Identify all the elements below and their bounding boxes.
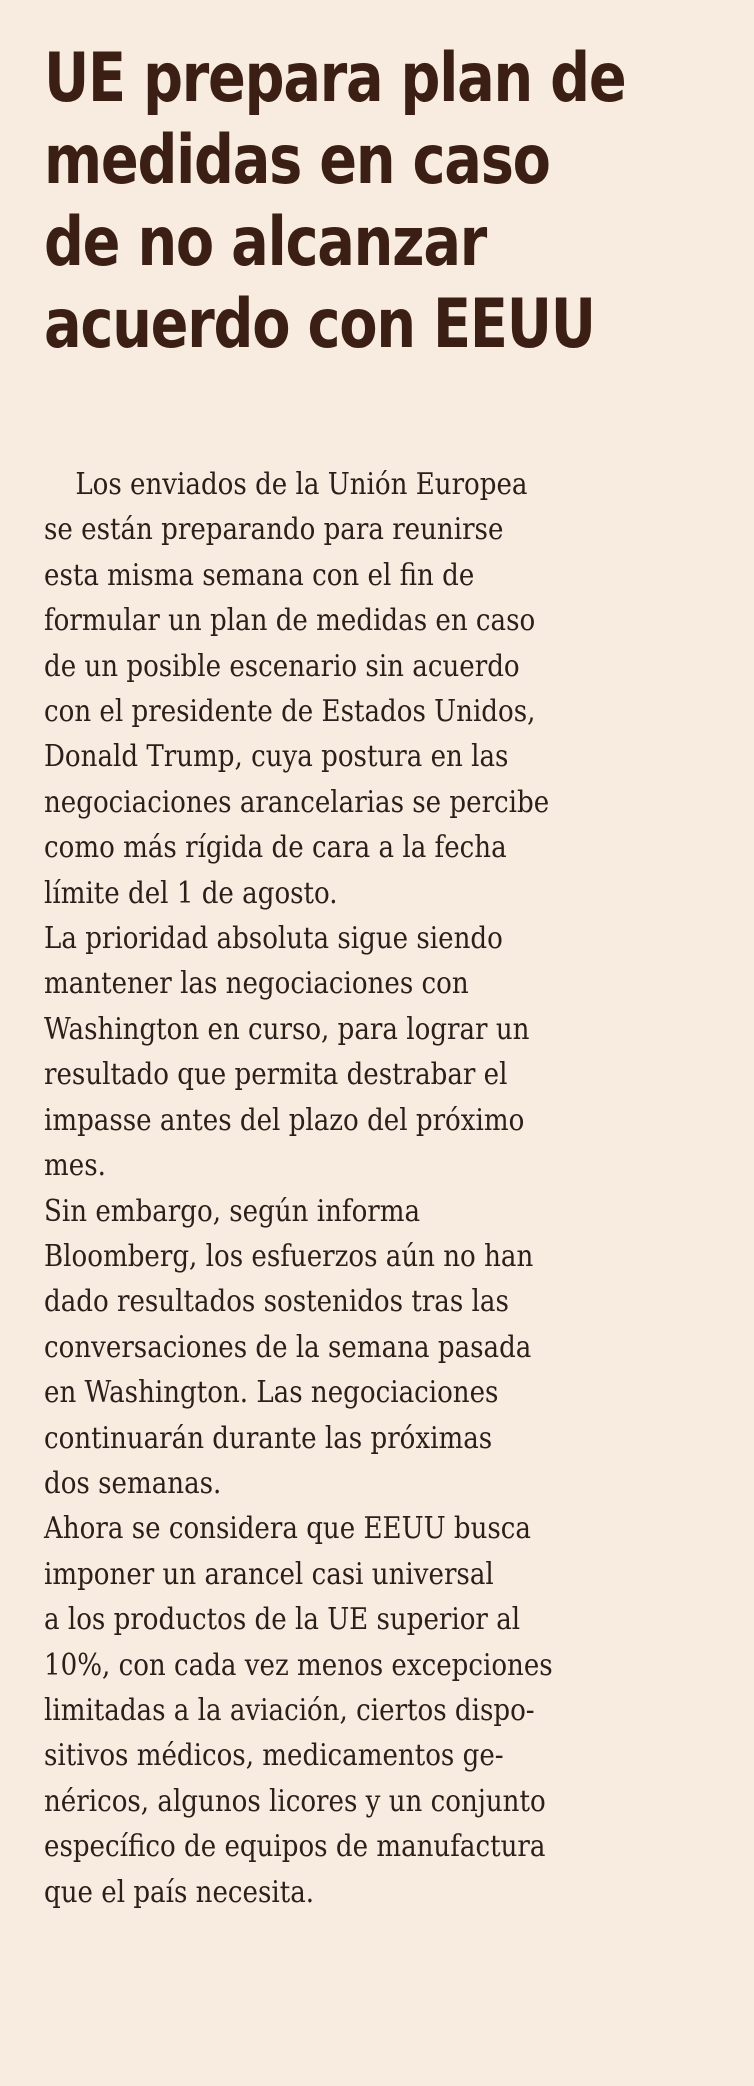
text-line: dado resultados sostenidos tras las <box>44 1284 509 1320</box>
text-line: sitivos médicos, medicamentos ge- <box>44 1738 504 1774</box>
text-line: esta misma semana con el fin de <box>44 557 475 593</box>
text-line: imponer un arancel casi universal <box>44 1556 494 1592</box>
headline-line: UE prepara plan de <box>44 39 626 118</box>
text-line: mantener las negociaciones con <box>44 966 469 1002</box>
text-line: mes. <box>44 1148 106 1184</box>
text-line: Los enviados de la Unión Europea <box>75 467 528 502</box>
text-line: Bloomberg, los esfuerzos aún no han <box>44 1238 534 1274</box>
text-line: Ahora se considera que EEUU busca <box>44 1511 531 1547</box>
text-line: a los productos de la UE superior al <box>44 1602 521 1638</box>
text-line: Donald Trump, cuya postura en las <box>44 739 509 775</box>
text-line: resultado que permita destrabar el <box>44 1057 508 1093</box>
text-line: continuarán durante las próximas <box>44 1420 493 1456</box>
text-line: se están preparando para reunirse <box>44 512 504 548</box>
paragraph-1 <box>44 462 654 916</box>
text-line: dos semanas. <box>44 1465 222 1501</box>
text-line: conversaciones de la semana pasada <box>44 1329 532 1365</box>
paragraph-4 <box>44 1506 654 1915</box>
text-line: con el presidente de Estados Unidos, <box>44 694 536 730</box>
text-line: específico de equipos de manufactura <box>44 1829 546 1865</box>
headline-line: de no alcanzar <box>44 203 487 282</box>
text-line: de un posible escenario sin acuerdo <box>44 648 520 684</box>
paragraph-3 <box>44 1189 654 1507</box>
text-line: que el país necesita. <box>44 1874 315 1910</box>
article-body <box>44 462 654 1915</box>
headline <box>44 38 716 366</box>
text-line: como más rígida de cara a la fecha <box>44 830 507 866</box>
text-line: La prioridad absoluta sigue siendo <box>44 921 503 957</box>
text-line: Washington en curso, para lograr un <box>44 1011 530 1047</box>
text-line: Sin embargo, según informa <box>44 1193 421 1229</box>
paragraph-2 <box>44 916 654 1188</box>
headline-line: acuerdo con EEUU <box>44 285 595 364</box>
text-line: impasse antes del plazo del próximo <box>44 1102 525 1138</box>
text-line: néricos, algunos licores y un conjunto <box>44 1783 546 1819</box>
news-article <box>44 38 734 1910</box>
text-line: en Washington. Las negociaciones <box>44 1375 499 1411</box>
text-line: límite del 1 de agosto. <box>44 875 338 911</box>
text-line: limitadas a la aviación, ciertos dispo- <box>44 1692 535 1728</box>
text-line: 10%, con cada vez menos excepciones <box>44 1647 553 1683</box>
text-line: formular un plan de medidas en caso <box>44 603 536 639</box>
headline-line: medidas en caso <box>44 121 550 200</box>
text-line: negociaciones arancelarias se percibe <box>44 784 550 820</box>
